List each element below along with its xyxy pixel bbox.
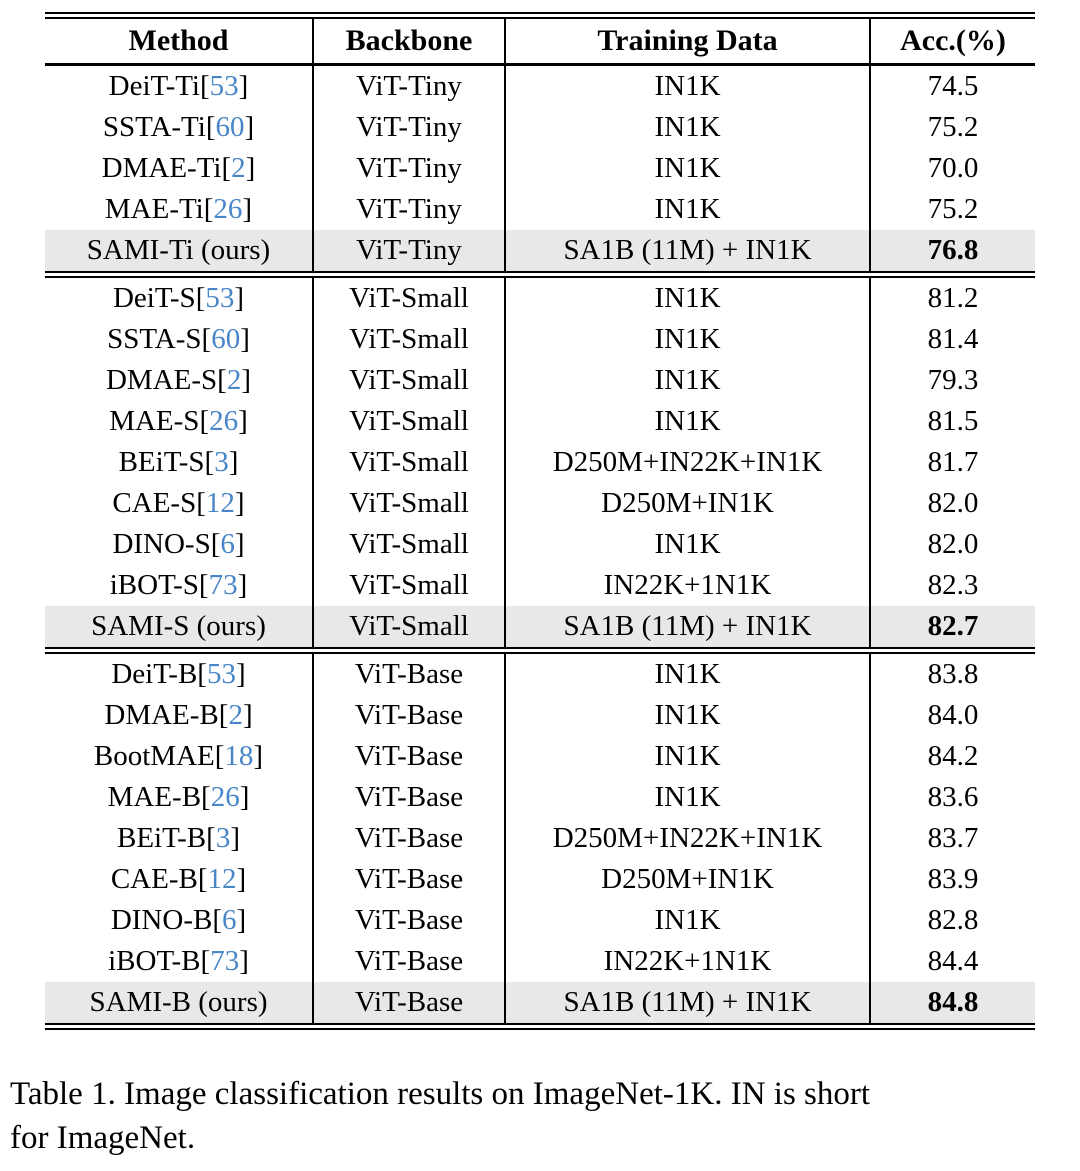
method-cell: iBOT-S[73] [45, 565, 313, 606]
training-data-cell: SA1B (11M) + IN1K [505, 230, 870, 275]
method-cell: MAE-B[26] [45, 777, 313, 818]
training-data-cell: D250M+IN1K [505, 859, 870, 900]
citation-link[interactable]: 3 [214, 446, 229, 478]
results-table [45, 12, 1035, 1030]
backbone-cell: ViT-Small [313, 401, 505, 442]
col-header-accuracy: Acc.(%) [870, 16, 1035, 65]
citation-link[interactable]: 73 [208, 569, 238, 601]
citation-link[interactable]: 60 [211, 323, 241, 355]
backbone-cell: ViT-Small [313, 524, 505, 565]
table-row [45, 360, 1035, 401]
table-row [45, 859, 1035, 900]
training-data-cell: IN22K+1N1K [505, 565, 870, 606]
table-row [45, 606, 1035, 651]
accuracy-cell: 83.9 [927, 863, 979, 895]
citation-link[interactable]: 26 [213, 193, 243, 225]
training-data-cell: IN1K [505, 65, 870, 108]
citation-link[interactable]: 2 [228, 699, 243, 731]
training-data-cell: IN1K [505, 736, 870, 777]
accuracy-cell: 75.2 [927, 193, 979, 225]
method-cell: iBOT-B[73] [45, 941, 313, 982]
accuracy-cell: 82.7 [927, 610, 979, 642]
accuracy-cell: 84.0 [927, 699, 979, 731]
backbone-cell: ViT-Small [313, 606, 505, 651]
method-cell: CAE-B[12] [45, 859, 313, 900]
method-cell: SSTA-S[60] [45, 319, 313, 360]
accuracy-cell: 81.7 [927, 446, 979, 478]
backbone-cell: ViT-Base [313, 900, 505, 941]
backbone-cell: ViT-Base [313, 736, 505, 777]
accuracy-cell: 83.8 [927, 658, 979, 690]
citation-link[interactable]: 18 [224, 740, 254, 772]
accuracy-cell: 76.8 [927, 234, 979, 266]
backbone-cell: ViT-Base [313, 777, 505, 818]
table-row [45, 65, 1035, 108]
accuracy-cell: 79.3 [927, 364, 979, 396]
citation-link[interactable]: 26 [209, 405, 239, 437]
table-caption-line-1: Table 1. Image classification results on ImageNet-1K. IN is short [10, 1076, 871, 1112]
training-data-cell: IN1K [505, 107, 870, 148]
training-data-cell: IN1K [505, 777, 870, 818]
table-row [45, 695, 1035, 736]
method-cell: DeiT-B[53] [45, 651, 313, 696]
method-cell: SSTA-Ti[60] [45, 107, 313, 148]
method-cell: CAE-S[12] [45, 483, 313, 524]
citation-link[interactable]: 6 [222, 904, 237, 936]
training-data-cell: IN1K [505, 900, 870, 941]
method-cell: DeiT-S[53] [45, 275, 313, 320]
accuracy-cell: 75.2 [927, 111, 979, 143]
backbone-cell: ViT-Small [313, 275, 505, 320]
table-row [45, 982, 1035, 1027]
table-row [45, 565, 1035, 606]
method-cell: DeiT-Ti[53] [45, 65, 313, 108]
citation-link[interactable]: 2 [226, 364, 242, 396]
table-row [45, 442, 1035, 483]
col-header-method: Method [45, 16, 313, 65]
training-data-cell: IN1K [505, 360, 870, 401]
backbone-cell: ViT-Small [313, 483, 505, 524]
method-cell: BEiT-S[3] [45, 442, 313, 483]
training-data-cell: IN1K [505, 651, 870, 696]
accuracy-cell: 81.2 [927, 282, 979, 314]
method-cell: DINO-B[6] [45, 900, 313, 941]
table-row [45, 736, 1035, 777]
backbone-cell: ViT-Tiny [313, 230, 505, 275]
backbone-cell: ViT-Small [313, 360, 505, 401]
citation-link[interactable]: 3 [215, 822, 231, 854]
accuracy-cell: 81.5 [927, 405, 979, 437]
table-caption-line-2: for ImageNet. [10, 1120, 196, 1156]
citation-link[interactable]: 6 [220, 528, 235, 560]
training-data-cell: IN1K [505, 319, 870, 360]
method-cell: DMAE-S[2] [45, 360, 313, 401]
backbone-cell: ViT-Small [313, 319, 505, 360]
accuracy-cell: 83.6 [927, 781, 979, 813]
accuracy-cell: 82.3 [927, 569, 979, 601]
backbone-cell: ViT-Base [313, 941, 505, 982]
backbone-cell: ViT-Base [313, 695, 505, 736]
table-row [45, 148, 1035, 189]
accuracy-cell: 82.0 [927, 528, 979, 560]
training-data-cell: D250M+IN22K+IN1K [505, 818, 870, 859]
method-cell: BEiT-B[3] [45, 818, 313, 859]
backbone-cell: ViT-Tiny [313, 148, 505, 189]
table-row [45, 900, 1035, 941]
training-data-cell: IN1K [505, 189, 870, 230]
table-row [45, 401, 1035, 442]
method-cell: SAMI-S (ours) [45, 606, 313, 651]
col-header-training-data: Training Data [505, 16, 870, 65]
citation-link[interactable]: 2 [231, 152, 246, 184]
training-data-cell: IN1K [505, 275, 870, 320]
method-cell: MAE-Ti[26] [45, 189, 313, 230]
accuracy-cell: 81.4 [927, 323, 979, 355]
citation-link[interactable]: 26 [210, 781, 240, 813]
table-row [45, 275, 1035, 320]
backbone-cell: ViT-Base [313, 859, 505, 900]
table-row [45, 941, 1035, 982]
training-data-cell: SA1B (11M) + IN1K [505, 982, 870, 1027]
training-data-cell: D250M+IN22K+IN1K [505, 442, 870, 483]
method-cell: SAMI-B (ours) [45, 982, 313, 1027]
training-data-cell: D250M+IN1K [505, 483, 870, 524]
training-data-cell: SA1B (11M) + IN1K [505, 606, 870, 651]
method-cell: DINO-S[6] [45, 524, 313, 565]
backbone-cell: ViT-Base [313, 651, 505, 696]
backbone-cell: ViT-Tiny [313, 65, 505, 108]
accuracy-cell: 84.2 [927, 740, 979, 772]
training-data-cell: IN1K [505, 524, 870, 565]
training-data-cell: IN22K+1N1K [505, 941, 870, 982]
citation-link[interactable]: 53 [209, 70, 239, 102]
method-cell: DMAE-Ti[2] [45, 148, 313, 189]
training-data-cell: IN1K [505, 401, 870, 442]
table-row [45, 524, 1035, 565]
backbone-cell: ViT-Tiny [313, 189, 505, 230]
col-header-backbone: Backbone [313, 16, 505, 65]
results-table-body [45, 65, 1035, 1027]
method-cell: DMAE-B[2] [45, 695, 313, 736]
table-row [45, 319, 1035, 360]
header-row [45, 16, 1035, 65]
table-row [45, 818, 1035, 859]
citation-link[interactable]: 60 [215, 111, 245, 143]
backbone-cell: ViT-Base [313, 982, 505, 1027]
citation-link[interactable]: 12 [207, 863, 237, 895]
accuracy-cell: 84.4 [927, 945, 979, 977]
backbone-cell: ViT-Tiny [313, 107, 505, 148]
accuracy-cell: 82.8 [927, 904, 979, 936]
citation-link[interactable]: 12 [205, 487, 235, 519]
table-row [45, 107, 1035, 148]
method-cell: BootMAE[18] [45, 736, 313, 777]
citation-link[interactable]: 73 [210, 945, 240, 977]
table-row [45, 189, 1035, 230]
method-cell: MAE-S[26] [45, 401, 313, 442]
accuracy-cell: 83.7 [927, 822, 979, 854]
table-row [45, 483, 1035, 524]
training-data-cell: IN1K [505, 695, 870, 736]
table-row [45, 651, 1035, 696]
backbone-cell: ViT-Base [313, 818, 505, 859]
backbone-cell: ViT-Small [313, 442, 505, 483]
backbone-cell: ViT-Small [313, 565, 505, 606]
citation-link[interactable]: 53 [205, 282, 235, 314]
table-row [45, 230, 1035, 275]
training-data-cell: IN1K [505, 148, 870, 189]
citation-link[interactable]: 53 [206, 658, 236, 690]
accuracy-cell: 84.8 [927, 986, 979, 1018]
accuracy-cell: 82.0 [927, 487, 979, 519]
table-caption [10, 1072, 1072, 1160]
table-row [45, 777, 1035, 818]
method-cell: SAMI-Ti (ours) [45, 230, 313, 275]
accuracy-cell: 74.5 [927, 70, 979, 102]
accuracy-cell: 70.0 [927, 152, 979, 184]
